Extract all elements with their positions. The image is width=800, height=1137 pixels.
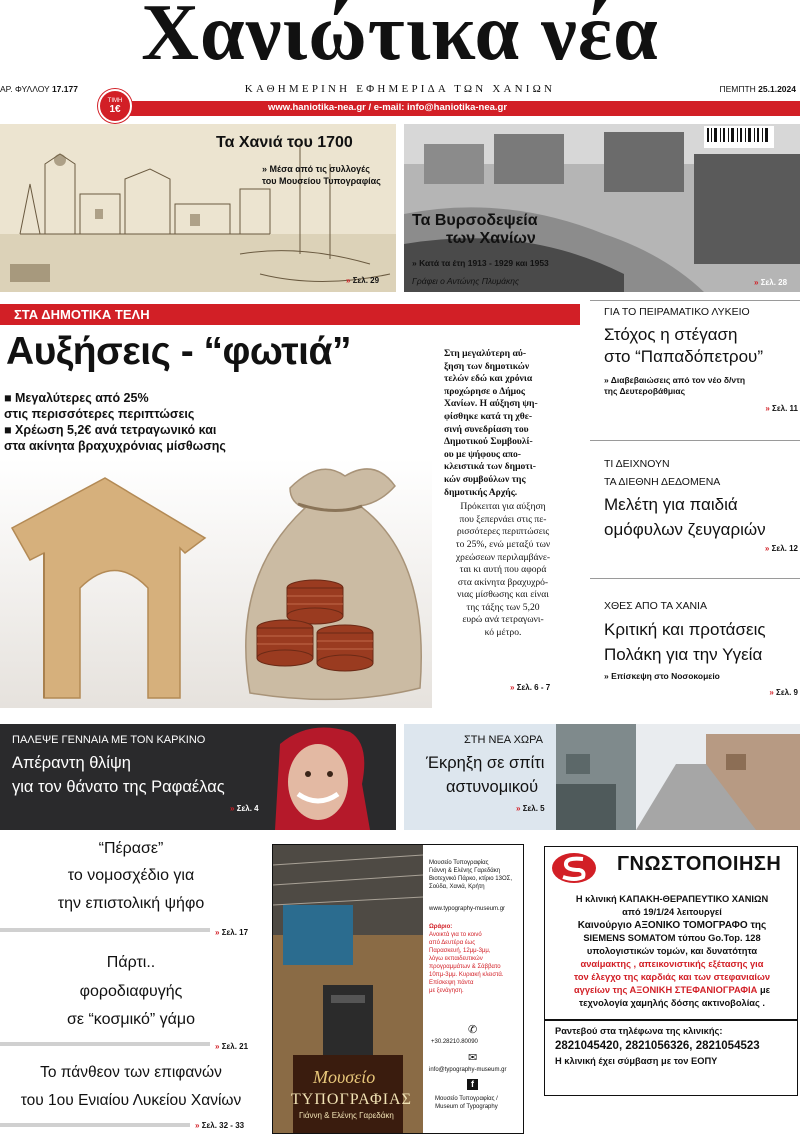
notice-line: Η κλινική έχει σύμβαση με τον ΕΟΠΥ — [555, 1056, 718, 1066]
lead-line: φίσθηκε κατά τη χθε- — [444, 410, 533, 422]
issue-date — [719, 84, 796, 94]
date-value: 25.1.2024 — [758, 84, 796, 94]
band-right-title2: αστυνομικού — [446, 778, 539, 796]
notice-line — [545, 984, 798, 997]
notice-divider — [545, 1019, 798, 1021]
museum-fb-line: Museum of Typography — [435, 1104, 498, 1110]
museum-hours-line: λόγω εκπαιδευτικών — [429, 956, 483, 962]
b1-line: την επιστολική ψήφο — [57, 895, 205, 912]
price-value: 1€ — [109, 104, 121, 115]
lead-line: ου με ψήφους απο- — [444, 448, 521, 460]
masthead-title: Χανιώτικα νέα — [141, 0, 659, 77]
notice-line: Ραντεβού στα τηλέφωνα της κλινικής: — [555, 1026, 723, 1036]
divider — [590, 578, 800, 579]
lead-line: κών συμβούλων της — [444, 473, 526, 485]
lead-line: ται κι αυτή που αφορά — [459, 564, 547, 576]
notice-line: SIEMENS SOMATOM τύπου Go.Top. 128 — [583, 933, 761, 943]
lead-line: ευρώ ανά τετραγωνι- — [462, 614, 544, 626]
side-story-3[interactable] — [590, 578, 800, 700]
band-left-title2: για τον θάνατο της Ραφαέλας — [12, 778, 225, 796]
top-right-title1: Τα Βυρσοδεψεία — [412, 212, 538, 229]
band-right-page-ref[interactable]: » Σελ. 5 — [516, 804, 545, 813]
side1-page-ref[interactable]: » Σελ. 11 — [765, 404, 798, 413]
notice-line: υπολογιστικών τομών, και δυνατότητα — [586, 946, 758, 956]
lead-bullets — [4, 390, 226, 454]
band-left-kicker: ΠΑΛΕΨΕ ΓΕΝΝΑΙΑ ΜΕ ΤΟΝ ΚΑΡΚΙΝΟ — [12, 734, 206, 746]
lead-page-ref[interactable]: » Σελ. 6 - 7 — [510, 683, 551, 692]
side-story-2[interactable] — [590, 440, 800, 562]
lead-line: προχώρησε ο Δήμος — [444, 385, 525, 397]
facebook-icon: f — [467, 1079, 478, 1090]
notice-span: αγγείων της — [573, 985, 628, 995]
lead-line: χρεώσεων περιλαμβάνε- — [455, 551, 551, 563]
divider — [590, 440, 800, 441]
lead-page: Σελ. 6 - 7 — [516, 683, 551, 692]
lead-illustration — [0, 458, 432, 708]
bullet-2a: ■ Χρέωση 5,2€ ανά τετραγωνικό και — [4, 423, 217, 437]
divider — [590, 300, 800, 301]
phone-icon: ✆ — [468, 1024, 478, 1036]
clinic-logo-icon — [551, 851, 597, 885]
lead-line: σινή συνεδρίαση του — [444, 423, 529, 435]
price-label: ΤΙΜΗ — [107, 98, 123, 104]
museum-website[interactable]: www.typography-museum.gr — [429, 906, 506, 912]
lead-line: Χανίων. Η αύξηση ψη- — [444, 398, 538, 410]
masthead-subtitle: ΚΑΘΗΜΕΡΙΝΗ ΕΦΗΜΕΡΙΔΑ ΤΩΝ ΧΑΝΙΩΝ — [244, 83, 556, 95]
museum-fb-line: Μουσείο Τυπογραφίας / — [435, 1096, 498, 1102]
b3-line: Το πάνθεον των επιφανών — [40, 1064, 222, 1081]
museum-hours-line: προγραμμάτων & Σάββατο — [429, 964, 501, 970]
notice-line: τον έλεγχο της καρδιάς και των στεφανιαίων — [573, 972, 771, 982]
top-left-page: Σελ. 29 — [352, 276, 380, 285]
divider — [0, 1042, 210, 1046]
museum-info-line: Γιάννη & Ελένης Γαρεδάκη — [429, 868, 501, 874]
museum-hours — [429, 931, 521, 995]
lead-line: που ξεπερνάει στις πε- — [459, 513, 547, 525]
top-right-page: Σελ. 28 — [760, 278, 788, 287]
band-right-kicker: ΣΤΗ ΝΕΑ ΧΩΡΑ — [464, 734, 544, 746]
notice-phones[interactable]: 2821045420, 2821056326, 2821054523 — [555, 1040, 760, 1052]
b3-page: Σελ. 32 - 33 — [201, 1121, 245, 1130]
rafaela-portrait — [270, 724, 396, 830]
notice-body — [545, 893, 798, 1010]
museum-facebook[interactable] — [435, 1095, 498, 1111]
side2-kicker1: ΤΙ ΔΕΙΧΝΟΥΝ — [604, 458, 670, 470]
issue-label: ΑΡ. ΦΥΛΛΟΥ — [0, 84, 50, 94]
b3-page-ref[interactable]: » Σελ. 32 - 33 — [195, 1121, 245, 1130]
museum-info-line: Σούδα, Χανιά, Κρήτη — [429, 884, 485, 890]
top-left-promo[interactable] — [0, 124, 396, 292]
divider — [0, 1123, 190, 1127]
museum-hours-line: από Δευτέρα έως — [429, 940, 476, 946]
top-left-page-ref[interactable]: » Σελ. 29 — [346, 276, 380, 285]
lead-line: της τάξης των 5,20 — [466, 601, 540, 613]
house-and-money-bag — [0, 458, 432, 708]
lead-line: Πρόκειται για αύξηση — [460, 501, 546, 513]
street-photo — [556, 724, 800, 830]
band-left-page: Σελ. 4 — [236, 804, 259, 813]
b1-line: “Πέρασε” — [98, 840, 164, 857]
contact-line: www.haniotika-nea.gr / e-mail: info@haniotika-nea.gr — [268, 102, 508, 113]
side3-kicker: ΧΘΕΣ ΑΠΟ ΤΑ ΧΑΝΙΑ — [604, 600, 707, 612]
museum-logo-sub: Γιάννη & Ελένης Γαρεδάκη — [299, 1111, 394, 1120]
bottom-story-2[interactable] — [0, 954, 262, 1054]
band-right-page: Σελ. 5 — [522, 804, 545, 813]
lead-line: κό μέτρο. — [484, 627, 522, 639]
side2-title2: ομόφυλων ζευγαριών — [604, 520, 766, 539]
side3-title1: Κριτική και προτάσεις — [604, 620, 766, 639]
side1-kicker: ΓΙΑ ΤΟ ΠΕΙΡΑΜΑΤΙΚΟ ΛΥΚΕΙΟ — [604, 306, 750, 318]
museum-email[interactable]: info@typography-museum.gr — [429, 1067, 507, 1073]
lead-line: ρισσότερες περιπτώσεις — [456, 526, 550, 538]
top-right-byline: Γράφει ο Αντώνης Πλυμάκης — [412, 276, 520, 286]
side1-sub1: » Διαβεβαιώσεις από τον νέο δ/ντη — [604, 375, 746, 385]
contact-bar — [120, 101, 800, 116]
bullet-1b: στις περισσότερες περιπτώσεις — [4, 407, 195, 421]
lead-body-p2 — [444, 501, 562, 640]
notice-span: με — [759, 985, 771, 995]
top-right-sub: » Κατά τα έτη 1913 - 1929 και 1953 — [412, 258, 549, 268]
bottom-story-3[interactable] — [0, 1064, 262, 1137]
notice-line: τεχνολογία χαμηλής δόσης ακτινοβολίας . — [579, 998, 765, 1008]
mail-icon: ✉ — [468, 1052, 478, 1064]
lead-kicker: ΣΤΑ ΔΗΜΟΤΙΚΑ ΤΕΛΗ — [14, 307, 150, 322]
side1-sub2: της Δευτεροβάθμιας — [604, 386, 686, 396]
band-right[interactable] — [404, 724, 800, 830]
issue-number — [0, 84, 78, 94]
b1-page-ref[interactable]: » Σελ. 17 — [215, 928, 249, 937]
lead-line: νιας μίσθωσης και είναι — [457, 589, 549, 601]
b2-line: σε “κοσμικό” γάμο — [67, 1011, 195, 1028]
side2-title1: Μελέτη για παιδιά — [604, 495, 738, 514]
museum-hours-title: Ωράριο: — [429, 924, 453, 930]
museum-hours-line: Παρασκευή, 12μμ-3μμ, — [429, 948, 491, 954]
side2-page: Σελ. 12 — [771, 544, 798, 553]
lead-line: δημοτικής Αρχής. — [444, 486, 518, 498]
top-left-line1: » Μέσα από τις συλλογές — [262, 164, 370, 174]
band-right-title1: Έκρηξη σε σπίτι — [426, 754, 545, 772]
top-left-title: Τα Χανιά του 1700 — [216, 134, 353, 151]
notice-line: Καινούργιο ΑΞΟΝΙΚΟ ΤΟΜΟΓΡΑΦΟ της — [577, 920, 767, 931]
museum-hours-line: με ξενάγηση. — [429, 988, 464, 994]
side1-title2: στο “Παπαδόπετρου” — [604, 347, 764, 366]
side3-page-ref[interactable]: » Σελ. 9 — [769, 688, 798, 697]
museum-logo-main: ΤΥΠΟΓΡΑΦΙΑΣ — [291, 1091, 412, 1108]
b2-line: Πάρτι.. — [106, 954, 156, 971]
museum-ad[interactable] — [272, 844, 524, 1134]
divider — [0, 928, 210, 932]
notice-line: από 19/1/24 λειτουργεί — [622, 907, 722, 917]
lead-headline[interactable]: Αυξήσεις - “φωτιά” — [6, 330, 351, 373]
b2-line: φοροδιαφυγής — [79, 983, 183, 1000]
lead-line: τελών εδώ και χρόνια — [444, 373, 533, 385]
lead-line: ξηση των δημοτικών — [444, 360, 530, 372]
side2-kicker2: ΤΑ ΔΙΕΘΝΗ ΔΕΔΟΜΕΝΑ — [604, 476, 721, 488]
b1-page: Σελ. 17 — [221, 928, 249, 937]
side1-title1: Στόχος η στέγαση — [604, 325, 738, 344]
b3-line: του 1ου Ενιαίου Λυκείου Χανίων — [20, 1092, 242, 1109]
lead-kicker-bar — [0, 304, 580, 325]
date-label: ΠΕΜΠΤΗ — [719, 84, 756, 94]
notice-line: Η κλινική ΚΑΠΑΚΗ-ΘΕΡΑΠΕΥΤΙΚΟ ΧΑΝΙΩΝ — [575, 894, 769, 904]
band-left-title1: Απέραντη θλίψη — [12, 754, 131, 772]
museum-info — [429, 859, 521, 995]
side2-page-ref[interactable]: » Σελ. 12 — [764, 544, 798, 553]
band-left-page-ref[interactable]: » Σελ. 4 — [230, 804, 259, 813]
side3-page: Σελ. 9 — [776, 688, 798, 697]
museum-info-line: Βιοτεχνικό Πάρκο, κτίριο 13ΟΣ, — [429, 876, 513, 882]
issue-value: 17.177 — [51, 84, 78, 94]
top-left-line2: του Μουσείου Τυπογραφίας — [262, 176, 381, 186]
notice-ad[interactable] — [544, 846, 798, 1096]
top-right-page-ref[interactable]: » Σελ. 28 — [754, 278, 788, 287]
notice-span: ΑΞΟΝΙΚΗ ΣΤΕΦΑΝΙΟΓΡΑΦΙΑ — [629, 985, 758, 995]
b2-page-ref[interactable]: » Σελ. 21 — [215, 1042, 249, 1051]
lead-body — [444, 348, 562, 640]
side3-sub1: » Επίσκεψη στο Νοσοκομείο — [604, 671, 720, 681]
notice-line: αναίμακτης , απεικονιστικής εξέτασης για — [580, 959, 764, 969]
lead-line: Στη μεγαλύτερη αύ- — [444, 348, 527, 359]
b1-line: το νομοσχέδιο για — [67, 867, 195, 884]
bullet-1a: ■ Μεγαλύτερες από 25% — [4, 391, 149, 405]
notice-footer — [555, 1025, 795, 1068]
lead-body-p1 — [444, 348, 562, 499]
band-left[interactable] — [0, 724, 396, 830]
top-right-promo[interactable] — [404, 124, 800, 292]
lead-line: κλειστικά των δημοτι- — [444, 461, 536, 473]
museum-hours-line: Ανοικτά για το κοινό — [429, 932, 482, 938]
side-story-1[interactable] — [590, 300, 800, 422]
lead-line: Δημοτικού Συμβουλί- — [444, 436, 533, 448]
notice-title: ΓΝΩΣΤΟΠΟΙΗΣΗ — [617, 853, 782, 875]
museum-info-line: Μουσείο Τυπογραφίας — [429, 860, 489, 866]
bullet-2b: στα ακίνητα βραχυχρόνιας μίσθωσης — [4, 439, 226, 453]
price-badge — [98, 89, 132, 123]
bottom-story-1[interactable] — [0, 840, 262, 944]
lead-line: το 25%, ενώ μεταξύ των — [455, 538, 551, 550]
museum-hours-line: 10πμ-3μμ. Κυριακή κλειστά. — [429, 972, 504, 978]
b2-page: Σελ. 21 — [221, 1042, 249, 1051]
museum-hours-line: Επίσκεψη πάντα — [429, 980, 474, 986]
side1-page: Σελ. 11 — [772, 404, 798, 413]
lead-line: στα ακίνητα βραχυχρό- — [457, 576, 549, 588]
museum-phone[interactable]: +30.28210.80090 — [431, 1039, 478, 1045]
side3-title2: Πολάκη για την Υγεία — [604, 645, 763, 664]
museum-logo-script: Μουσείο — [313, 1067, 376, 1087]
top-right-title2: των Χανίων — [446, 230, 536, 247]
